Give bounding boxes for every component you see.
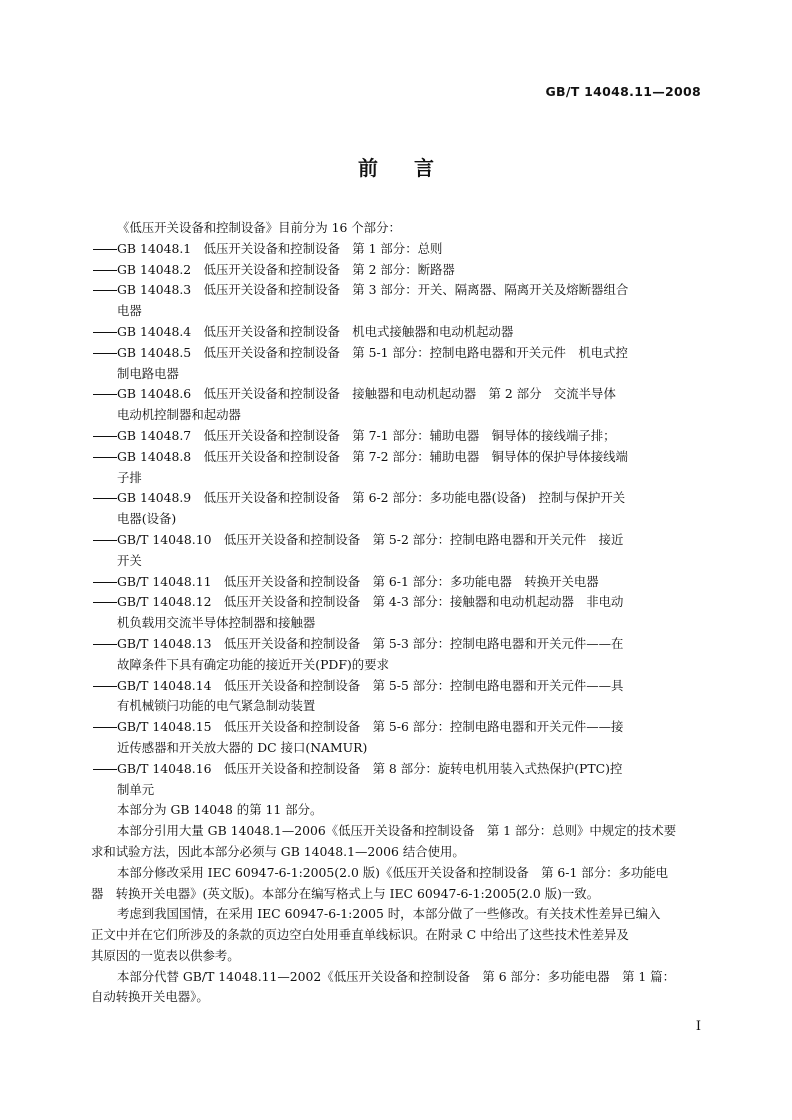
paragraph-line: 正文中并在它们所涉及的条款的页边空白处用垂直单线标识。在附录 C 中给出了这些技术性差异及 xyxy=(91,927,629,943)
paragraph xyxy=(91,800,702,821)
part-line: 电器 xyxy=(117,303,142,319)
paragraphs xyxy=(91,800,702,1008)
em-dash-marker xyxy=(91,488,117,509)
part-list-item xyxy=(91,447,702,489)
part-list-item-text xyxy=(117,322,513,343)
part-list-item-text xyxy=(117,572,599,593)
paragraph xyxy=(91,904,702,966)
part-list-item xyxy=(91,322,702,343)
page-title: 前言 xyxy=(358,156,470,180)
part-line: 故障条件下具有确定功能的接近开关(PDF)的要求 xyxy=(117,656,389,672)
part-line: GB 14048.8 低压开关设备和控制设备 第 7-2 部分：辅助电器 铜导体的保护导体接线端 xyxy=(117,448,628,464)
part-line: 开关 xyxy=(117,552,142,568)
part-list-item xyxy=(91,592,702,634)
document-body xyxy=(91,218,702,1008)
part-list-item xyxy=(91,572,702,593)
part-list-item-text xyxy=(117,260,455,281)
paragraph-line: 自动转换开关电器》。 xyxy=(91,989,209,1005)
part-line: GB/T 14048.14 低压开关设备和控制设备 第 5-5 部分：控制电路电器和开关元件——具 xyxy=(117,677,624,693)
paragraph-line: 本部分代替 GB/T 14048.11—2002《低压开关设备和控制设备 第 6 部分：多功能电器 第 1 篇： xyxy=(117,968,675,984)
paragraph-line: 本部分为 GB 14048 的第 11 部分。 xyxy=(117,802,323,818)
paragraph-line: 考虑到我国国情，在采用 IEC 60947-6-1:2005 时，本部分做了一些修改。有关技术性差异已编入 xyxy=(117,906,661,922)
part-line: GB 14048.9 低压开关设备和控制设备 第 6-2 部分：多功能电器(设备) 控制与保护开关 xyxy=(117,490,626,506)
part-line: GB/T 14048.13 低压开关设备和控制设备 第 5-3 部分：控制电路电器和开关元件——在 xyxy=(117,635,624,651)
part-line: 制电路电器 xyxy=(117,365,179,381)
part-list-item xyxy=(91,426,702,447)
em-dash-marker xyxy=(91,343,117,364)
part-list-item-text xyxy=(117,717,623,759)
part-line: GB/T 14048.12 低压开关设备和控制设备 第 4-3 部分：接触器和电动机起动器 非电动 xyxy=(117,594,624,610)
part-list-item-text xyxy=(117,530,623,572)
part-list-item xyxy=(91,260,702,281)
part-line: 近传感器和开关放大器的 DC 接口(NAMUR) xyxy=(117,739,368,755)
em-dash-marker xyxy=(91,717,117,738)
paragraph-line: 本部分引用大量 GB 14048.1—2006《低压开关设备和控制设备 第 1 部分：总则》中规定的技术要 xyxy=(117,823,677,839)
part-line: 电动机控制器和起动器 xyxy=(117,407,241,423)
paragraph xyxy=(91,821,702,863)
em-dash-marker xyxy=(91,634,117,655)
part-list-item-text xyxy=(117,280,628,322)
part-line: GB 14048.4 低压开关设备和控制设备 机电式接触器和电动机起动器 xyxy=(117,323,514,339)
parts-list xyxy=(91,239,702,801)
paragraph-line: 器 转换开关电器》(英文版)。本部分在编写格式上与 IEC 60947-6-1:2005(2.0 版)一致。 xyxy=(91,885,600,901)
paragraph xyxy=(91,863,702,905)
paragraph-line: 求和试验方法，因此本部分必须与 GB 14048.1—2006 结合使用。 xyxy=(91,843,465,859)
part-line: GB 14048.3 低压开关设备和控制设备 第 3 部分：开关、隔离器、隔离开关及熔断器组合 xyxy=(117,282,629,298)
em-dash-marker xyxy=(91,239,117,260)
part-list-item xyxy=(91,530,702,572)
part-list-item-text xyxy=(117,676,623,718)
part-line: GB 14048.6 低压开关设备和控制设备 接触器和电动机起动器 第 2 部分 交流半导体 xyxy=(117,386,616,402)
part-list-item xyxy=(91,280,702,322)
part-list-item-text xyxy=(117,592,623,634)
part-list-item xyxy=(91,717,702,759)
part-list-item-text xyxy=(117,384,616,426)
em-dash-marker xyxy=(91,592,117,613)
part-line: GB/T 14048.11 低压开关设备和控制设备 第 6-1 部分：多功能电器 转换开关电器 xyxy=(117,573,599,589)
em-dash-marker xyxy=(91,530,117,551)
part-list-item-text xyxy=(117,759,622,801)
part-list-item-text xyxy=(117,343,628,385)
part-line: 制单元 xyxy=(117,781,155,797)
part-list-item xyxy=(91,488,702,530)
part-list-item xyxy=(91,384,702,426)
part-list-item xyxy=(91,759,702,801)
em-dash-marker xyxy=(91,322,117,343)
em-dash-marker xyxy=(91,759,117,780)
em-dash-marker xyxy=(91,426,117,447)
part-list-item xyxy=(91,239,702,260)
part-line: 有机械锁闩功能的电气紧急制动装置 xyxy=(117,698,316,714)
part-list-item-text xyxy=(117,634,623,676)
part-list-item-text xyxy=(117,426,616,447)
part-list-item-text xyxy=(117,239,442,260)
part-list-item xyxy=(91,634,702,676)
part-line: GB/T 14048.15 低压开关设备和控制设备 第 5-6 部分：控制电路电器和开关元件——接 xyxy=(117,719,624,735)
part-line: GB/T 14048.16 低压开关设备和控制设备 第 8 部分：旋转电机用装入式热保护(PTC)控 xyxy=(117,760,623,776)
part-line: 机负载用交流半导体控制器和接触器 xyxy=(117,615,316,631)
intro-line: 《低压开关设备和控制设备》目前分为 16 个部分： xyxy=(117,220,401,235)
part-line: GB/T 14048.10 低压开关设备和控制设备 第 5-2 部分：控制电路电器和开关元件 接近 xyxy=(117,531,624,547)
standard-number: GB/T 14048.11—2008 xyxy=(545,84,701,99)
em-dash-marker xyxy=(91,572,117,593)
part-line: GB 14048.7 低压开关设备和控制设备 第 7-1 部分：辅助电器 铜导体的接线端子排； xyxy=(117,427,616,443)
em-dash-marker xyxy=(91,676,117,697)
paragraph-line: 本部分修改采用 IEC 60947-6-1:2005(2.0 版)《低压开关设备和控制设备 第 6-1 部分：多功能电 xyxy=(117,864,669,880)
em-dash-marker xyxy=(91,384,117,405)
paragraph-line: 其原因的一览表以供参考。 xyxy=(91,947,240,963)
part-list-item xyxy=(91,343,702,385)
em-dash-marker xyxy=(91,447,117,468)
part-line: GB 14048.1 低压开关设备和控制设备 第 1 部分：总则 xyxy=(117,240,443,256)
paragraph xyxy=(91,967,702,1009)
part-line: 子排 xyxy=(117,469,142,485)
em-dash-marker xyxy=(91,280,117,301)
part-line: 电器(设备) xyxy=(117,511,177,527)
page-number: I xyxy=(695,1019,701,1034)
part-list-item-text xyxy=(117,447,628,489)
part-list-item xyxy=(91,676,702,718)
part-list-item-text xyxy=(117,488,625,530)
part-line: GB 14048.2 低压开关设备和控制设备 第 2 部分：断路器 xyxy=(117,261,455,277)
em-dash-marker xyxy=(91,260,117,281)
part-line: GB 14048.5 低压开关设备和控制设备 第 5-1 部分：控制电路电器和开关元件 机电式控 xyxy=(117,344,628,360)
